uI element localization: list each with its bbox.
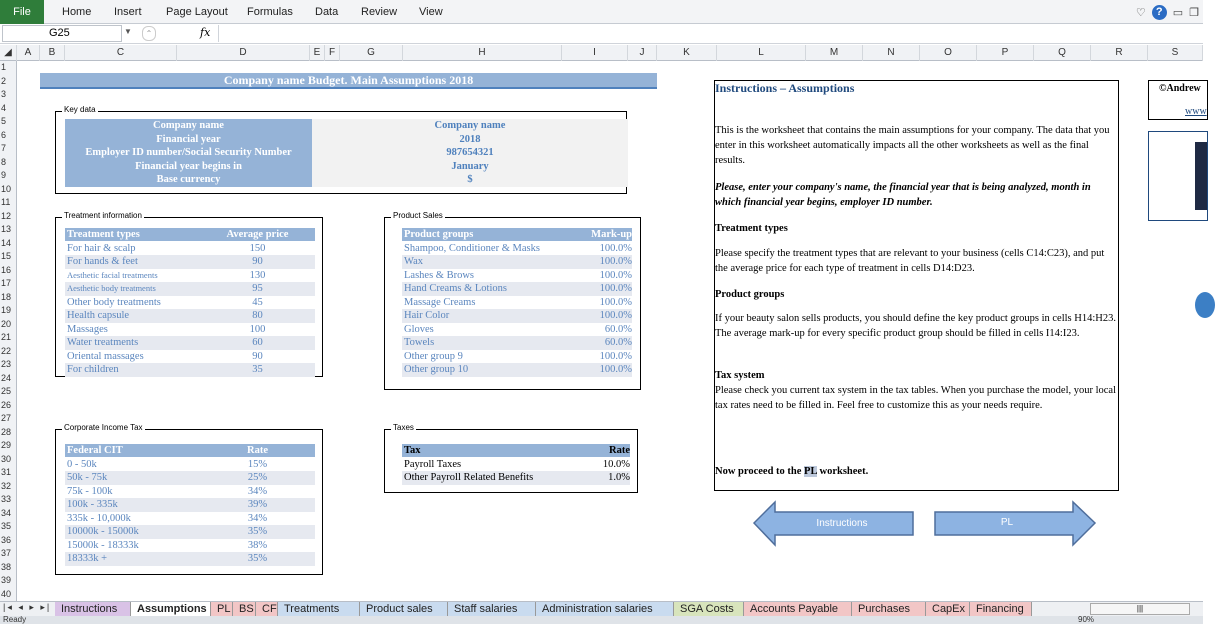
instructions-paragraph: If your beauty salon sells products, you should define the key product groups in cells H14:H23. The average mark-up for every specific product group should be filled in cells I14:I23.	[715, 313, 1116, 339]
sheet-tab-bar	[0, 601, 1203, 616]
restore-icon[interactable]: ❐	[1189, 6, 1199, 19]
table-cell-name[interactable]: Towels	[404, 337, 435, 348]
row-header[interactable]: 20	[1, 318, 12, 329]
row-header[interactable]: 25	[1, 386, 12, 396]
expand-icon[interactable]: ⌃	[142, 26, 156, 41]
cit-group	[55, 423, 323, 575]
table-header: Rate	[609, 445, 630, 456]
table-cell-value[interactable]: 35%	[247, 553, 268, 564]
table-cell-value[interactable]: 95	[252, 283, 263, 294]
row-header[interactable]: 29	[1, 440, 12, 450]
col-header[interactable]: D	[177, 45, 310, 61]
table-cell-value[interactable]: 80	[252, 310, 263, 321]
table-row	[402, 269, 632, 283]
table-row	[402, 458, 630, 472]
back-to-instructions-button[interactable]	[753, 501, 915, 546]
logo-box	[1148, 131, 1208, 221]
col-header[interactable]: E	[310, 45, 325, 61]
key-data-value[interactable]: January	[312, 160, 628, 174]
table-row	[65, 471, 315, 485]
table-header: Rate	[247, 445, 268, 456]
table-cell-value[interactable]: 34%	[247, 512, 268, 524]
key-data-label: Employer ID number/Social Security Number	[65, 146, 312, 160]
col-header[interactable]: J	[628, 45, 657, 61]
table-row	[65, 552, 315, 566]
formula-input[interactable]	[218, 25, 1203, 42]
col-header[interactable]: L	[717, 45, 806, 61]
table-cell-name[interactable]: Massage Creams	[404, 296, 476, 308]
row-header[interactable]: 2	[1, 75, 7, 86]
table-cell-value[interactable]: 100.0%	[599, 256, 632, 267]
next-pl-button[interactable]	[934, 501, 1096, 546]
col-header[interactable]: B	[40, 45, 65, 61]
row-header[interactable]: 8	[1, 156, 7, 167]
table-cell-value[interactable]: 100.0%	[599, 296, 632, 308]
table-cell-name[interactable]: Shampoo, Conditioner & Masks	[404, 242, 540, 254]
instructions-proceed	[715, 464, 1117, 479]
sheet-tab[interactable]: CapEx	[926, 602, 970, 616]
table-row	[402, 350, 632, 364]
col-header[interactable]: N	[863, 45, 920, 61]
table-cell-value[interactable]: 130	[249, 269, 266, 281]
table-cell-value[interactable]: 45	[252, 296, 263, 308]
table-row	[65, 512, 315, 526]
key-data-row	[65, 160, 628, 174]
table-row	[402, 363, 632, 377]
row-header[interactable]: 27	[1, 413, 12, 423]
table-cell-name[interactable]: 100k - 335k	[67, 499, 118, 510]
table-cell-name[interactable]: Oriental massages	[67, 350, 144, 362]
sheet-tab[interactable]: Financing	[970, 602, 1032, 616]
table-cell-value[interactable]: 90	[252, 256, 263, 267]
col-header[interactable]: H	[403, 45, 562, 61]
table-row	[65, 323, 315, 337]
sheet-tab[interactable]: Purchases	[852, 602, 926, 616]
row-header[interactable]: 40	[1, 588, 12, 599]
key-data-value[interactable]: 2018	[312, 133, 628, 147]
table-cell-value[interactable]: 15%	[247, 458, 268, 470]
table-cell-value[interactable]: 60.0%	[604, 323, 632, 335]
instructions-heading: Product groups	[715, 289, 785, 300]
table-cell-value[interactable]: 39%	[247, 499, 268, 510]
proceed-text: Now proceed to the	[715, 466, 805, 477]
table-row	[402, 471, 630, 485]
table-cell-name[interactable]: Water treatments	[67, 337, 139, 348]
author-text: ©Andrew	[1159, 83, 1201, 94]
table-cell-value[interactable]: 60.0%	[604, 337, 632, 348]
logo-image	[1195, 142, 1207, 210]
table-cell-name[interactable]: 75k - 100k	[67, 485, 113, 497]
horizontal-scrollbar[interactable]: |||	[1090, 603, 1190, 615]
table-cell-name[interactable]: Massages	[67, 323, 108, 335]
row-header[interactable]: 12	[1, 210, 12, 221]
table-row	[65, 255, 315, 269]
proceed-text: worksheet.	[816, 466, 869, 477]
table-cell-name[interactable]: Hand Creams & Lotions	[404, 283, 507, 294]
table-row	[402, 336, 632, 350]
table-row	[65, 498, 315, 512]
row-header[interactable]: 37	[1, 548, 12, 558]
table-cell-value[interactable]: 100.0%	[599, 269, 632, 281]
table-cell-name[interactable]: Other Payroll Related Benefits	[404, 472, 534, 483]
taxes-group	[384, 423, 638, 493]
table-row	[65, 282, 315, 296]
row-header[interactable]: 22	[1, 345, 12, 356]
key-data-value[interactable]: 987654321	[312, 146, 628, 160]
table-header-row	[65, 444, 315, 458]
table-cell-value[interactable]: 34%	[247, 485, 268, 497]
instructions-heading: Treatment types	[715, 223, 788, 234]
col-header[interactable]: C	[65, 45, 177, 61]
row-header[interactable]: 19	[1, 305, 12, 315]
row-header[interactable]: 18	[1, 291, 12, 302]
table-row	[402, 323, 632, 337]
col-header[interactable]: R	[1091, 45, 1148, 61]
tab-page-layout[interactable]: Page Layout	[166, 6, 228, 18]
col-header[interactable]: I	[562, 45, 628, 61]
group-label: Taxes	[393, 423, 414, 432]
table-cell-value[interactable]: 100.0%	[599, 310, 632, 321]
row-header[interactable]: 16	[1, 264, 12, 275]
sheet-tab[interactable]: Accounts Payable	[744, 602, 852, 616]
row-header[interactable]: 3	[1, 89, 7, 99]
treatment-group	[55, 211, 323, 377]
table-cell-value[interactable]: 25%	[247, 472, 268, 483]
zoom-level[interactable]: 90%	[1078, 615, 1095, 624]
table-row	[65, 269, 315, 283]
table-header: Tax	[404, 445, 421, 456]
row-header[interactable]: 35	[1, 521, 12, 531]
col-header[interactable]: O	[920, 45, 977, 61]
table-cell-name[interactable]: Health capsule	[67, 310, 130, 321]
table-row	[65, 525, 315, 539]
help-icon[interactable]: ?	[1152, 5, 1167, 20]
sheet-tab[interactable]: CF	[256, 602, 278, 616]
row-header[interactable]: 36	[1, 534, 12, 545]
table-header: Product groups	[404, 229, 474, 240]
row-header[interactable]: 39	[1, 575, 12, 585]
status-bar	[0, 616, 1203, 624]
key-data-row	[65, 133, 628, 147]
col-header[interactable]: M	[806, 45, 863, 61]
table-row	[65, 309, 315, 323]
table-row	[65, 336, 315, 350]
key-data-value[interactable]: $	[312, 173, 628, 187]
row-header[interactable]: 33	[1, 494, 12, 504]
instructions-paragraph: This is the worksheet that contains the main assumptions for your company. The data that you enter in this worksheet automatically impacts all the other worksheets as well as the final results.	[715, 125, 1110, 166]
tab-review[interactable]: Review	[361, 6, 398, 18]
sheet-tab[interactable]: Staff salaries	[448, 602, 536, 616]
author-box	[1148, 80, 1208, 120]
table-cell-value[interactable]: 100.0%	[599, 364, 632, 375]
col-header[interactable]: Q	[1034, 45, 1091, 61]
sheet-tab[interactable]: Assumptions	[131, 602, 211, 617]
instructions-paragraph: Please specify the treatment types that are relevant to your business (cells C14:C23), and put the average price for each type of treatment in cells D14:D23.	[715, 248, 1105, 274]
table-row	[402, 296, 632, 310]
table-row	[402, 255, 632, 269]
table-cell-name[interactable]: Other group 9	[404, 350, 463, 362]
table-header-row	[65, 228, 315, 242]
col-header[interactable]: P	[977, 45, 1034, 61]
table-cell-name[interactable]: 50k - 75k	[67, 472, 108, 483]
col-header[interactable]: S	[1148, 45, 1203, 61]
row-headers	[0, 61, 17, 601]
table-header-row	[402, 228, 632, 242]
row-header[interactable]: 21	[1, 332, 12, 342]
table-header: Mark-up	[591, 229, 632, 240]
formula-bar	[0, 24, 1203, 44]
table-cell-name[interactable]: For hair & scalp	[67, 242, 136, 254]
instructions-box	[714, 80, 1119, 491]
table-header-row	[402, 444, 630, 458]
back-button-label: Instructions	[816, 518, 868, 529]
key-data-label: Financial year begins in	[65, 160, 312, 174]
row-header[interactable]: 23	[1, 359, 12, 369]
circle-icon	[1195, 292, 1215, 318]
table-row	[65, 539, 315, 553]
group-label: Product Sales	[393, 211, 443, 220]
tab-data[interactable]: Data	[315, 6, 339, 18]
sheet-tab[interactable]: SGA Costs	[674, 602, 744, 616]
row-header[interactable]: 17	[1, 278, 12, 288]
col-header[interactable]: F	[325, 45, 340, 61]
table-header: Federal CIT	[67, 445, 123, 456]
tab-insert[interactable]: Insert	[114, 6, 142, 18]
table-cell-name[interactable]: Other body treatments	[67, 296, 161, 308]
chevron-down-icon[interactable]: ▼	[124, 27, 132, 36]
row-header[interactable]: 13	[1, 224, 12, 234]
table-cell-value[interactable]: 150	[249, 242, 266, 254]
group-label: Treatment information	[64, 211, 142, 220]
row-header[interactable]: 30	[1, 453, 12, 464]
sheet-tab[interactable]: BS	[233, 602, 256, 616]
instructions-paragraph: Please, enter your company's name, the financial year that is being analyzed, month in which financial year begins, employer ID number.	[715, 182, 1091, 208]
table-cell-name[interactable]: 335k - 10,000k	[67, 512, 131, 524]
table-cell-value[interactable]: 35	[252, 364, 263, 375]
table-row	[65, 296, 315, 310]
table-cell-name[interactable]: For children	[67, 364, 119, 375]
name-box[interactable]: G25	[2, 25, 122, 42]
row-header[interactable]: 32	[1, 480, 12, 491]
column-headers	[0, 45, 1203, 61]
key-data-label: Base currency	[65, 173, 312, 187]
table-cell-value[interactable]: 100.0%	[599, 242, 632, 254]
table-cell-value[interactable]: 1.0%	[608, 472, 630, 483]
table-cell-name[interactable]: Other group 10	[404, 364, 469, 375]
table-row	[65, 242, 315, 256]
row-header[interactable]: 5	[1, 116, 7, 126]
function-icon[interactable]: fx	[200, 26, 211, 39]
group-label: Key data	[64, 105, 96, 114]
key-data-row	[65, 119, 628, 133]
row-header[interactable]: 11	[1, 197, 11, 207]
minimize-ribbon-icon[interactable]: ♡	[1135, 6, 1146, 19]
table-row	[402, 309, 632, 323]
row-header[interactable]: 24	[1, 372, 12, 383]
table-row	[402, 242, 632, 256]
table-cell-value[interactable]: 38%	[247, 539, 268, 551]
key-data-row	[65, 146, 628, 160]
row-header[interactable]: 15	[1, 251, 12, 261]
table-cell-name[interactable]: Lashes & Brows	[404, 269, 474, 281]
table-cell-name[interactable]: 0 - 50k	[67, 458, 97, 470]
tab-view[interactable]: View	[419, 6, 443, 18]
row-header[interactable]: 26	[1, 399, 12, 410]
key-data-group	[55, 105, 627, 194]
row-header[interactable]: 14	[1, 237, 12, 248]
tab-formulas[interactable]: Formulas	[247, 6, 293, 18]
instructions-paragraph: Please check you current tax system in the tax tables. When you purchase the model, your local tax rates need to be filled in. Feel free to customize this as your needs require.	[715, 385, 1117, 411]
table-cell-value[interactable]: 100	[249, 323, 266, 335]
row-header[interactable]: 7	[1, 143, 7, 153]
product-group	[384, 211, 641, 390]
sheet-tab[interactable]: Instructions	[55, 602, 131, 616]
table-header: Average price	[226, 229, 289, 240]
table-cell-name[interactable]: Gloves	[404, 323, 434, 335]
pl-link[interactable]: PL	[804, 466, 817, 477]
sheet-tab[interactable]: Product sales	[360, 602, 448, 616]
row-header[interactable]: 38	[1, 561, 12, 572]
sheet-tab[interactable]: Administration salaries	[536, 602, 674, 616]
row-header[interactable]: 31	[1, 467, 12, 477]
table-cell-value[interactable]: 100.0%	[599, 350, 632, 362]
next-button-label: PL	[1000, 517, 1014, 528]
key-data-label: Financial year	[65, 133, 312, 147]
tab-home[interactable]: Home	[62, 6, 92, 18]
table-cell-name[interactable]: Wax	[404, 256, 423, 267]
group-label: Corporate Income Tax	[64, 423, 143, 432]
row-header[interactable]: 10	[1, 183, 12, 194]
table-cell-name[interactable]: Payroll Taxes	[404, 458, 462, 470]
table-cell-value[interactable]: 100.0%	[599, 283, 632, 294]
row-header[interactable]: 4	[1, 102, 7, 113]
minimize-icon[interactable]: ▭	[1172, 6, 1184, 19]
table-row	[65, 363, 315, 377]
table-row	[65, 350, 315, 364]
author-link[interactable]: www	[1185, 106, 1207, 117]
table-row	[402, 282, 632, 296]
col-header[interactable]: G	[340, 45, 403, 61]
col-header[interactable]: A	[17, 45, 40, 61]
table-cell-value[interactable]: 35%	[247, 526, 268, 537]
col-header[interactable]: K	[657, 45, 717, 61]
table-cell-name[interactable]: 18333k +	[67, 553, 108, 564]
table-cell-value[interactable]: 90	[252, 350, 263, 362]
ribbon	[0, 0, 1203, 24]
status-ready: Ready	[3, 615, 27, 624]
table-cell-value[interactable]: 10.0%	[602, 458, 630, 470]
row-header[interactable]: 28	[1, 426, 12, 437]
row-header[interactable]: 34	[1, 507, 12, 518]
table-cell-name[interactable]: Hair Color	[404, 310, 450, 321]
instructions-title: Instructions – Assumptions	[715, 81, 855, 95]
sheet-tab[interactable]: Treatments	[278, 602, 360, 616]
window-controls	[1136, 4, 1199, 20]
table-cell-name[interactable]: Aesthetic body treatments	[67, 283, 156, 293]
table-header: Treatment types	[67, 229, 140, 240]
table-cell-value[interactable]: 60	[252, 337, 263, 348]
file-tab[interactable]: File	[0, 0, 44, 24]
table-cell-name[interactable]: For hands & feet	[67, 256, 138, 267]
table-cell-name[interactable]: Aesthetic facial treatments	[67, 269, 158, 280]
sheet-tab[interactable]: PL	[211, 602, 233, 616]
page-title: Company name Budget. Main Assumptions 2018	[40, 73, 657, 89]
table-cell-name[interactable]: 10000k - 15000k	[67, 526, 139, 537]
row-header[interactable]: 1	[1, 62, 7, 72]
table-cell-name[interactable]: 15000k - 18333k	[67, 539, 139, 551]
row-header[interactable]: 6	[1, 129, 7, 140]
key-data-row	[65, 173, 628, 187]
table-row	[65, 485, 315, 499]
tab-scroll-icon[interactable]: |◂ ◂ ▸ ▸|	[3, 602, 52, 612]
select-all[interactable]: ◢	[0, 45, 17, 61]
table-row	[65, 458, 315, 472]
instructions-heading: Tax system	[715, 370, 765, 381]
key-data-value[interactable]: Company name	[312, 119, 628, 133]
row-header[interactable]: 9	[1, 170, 7, 180]
worksheet[interactable]	[17, 61, 1207, 601]
key-data-label: Company name	[65, 119, 312, 133]
